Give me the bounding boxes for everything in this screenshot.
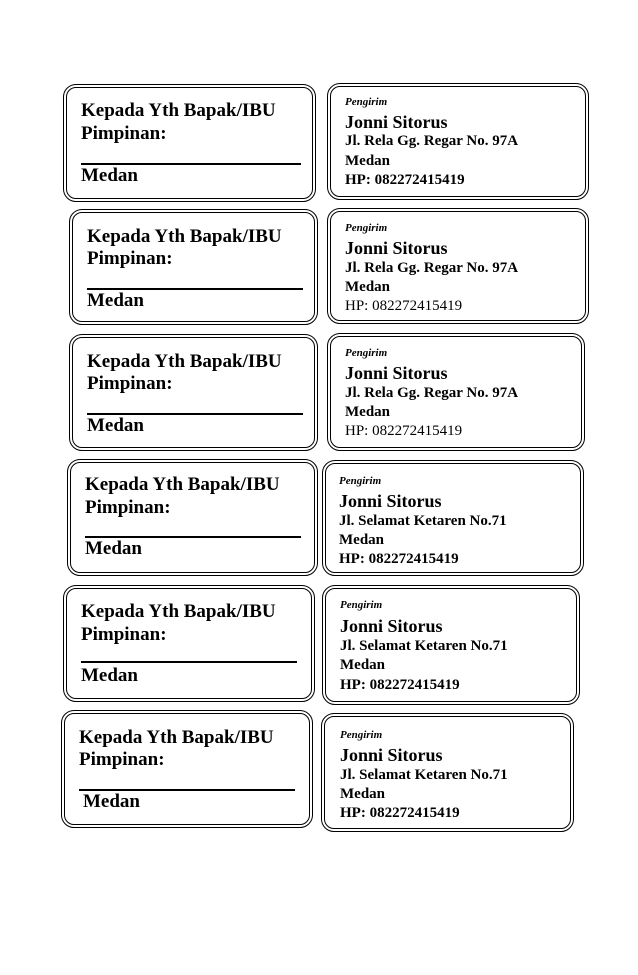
recipient-greeting: Kepada Yth Bapak/IBU	[81, 601, 276, 622]
recipient-greeting: Kepada Yth Bapak/IBU	[81, 100, 276, 121]
recipient-title: Pimpinan:	[87, 373, 173, 394]
sender-tag: Pengirim	[339, 475, 382, 487]
recipient-title: Pimpinan:	[81, 123, 167, 144]
sender-name: Jonni Sitorus	[345, 238, 448, 258]
recipient-greeting: Kepada Yth Bapak/IBU	[87, 226, 282, 247]
sender-address: Jl. Rela Gg. Regar No. 97A	[345, 133, 519, 149]
recipient-greeting: Kepada Yth Bapak/IBU	[85, 474, 280, 495]
recipient-city: Medan	[87, 415, 144, 436]
recipient-title: Pimpinan:	[85, 497, 171, 518]
sender-phone: HP: 082272415419	[340, 677, 460, 693]
sender-address: Jl. Selamat Ketaren No.71	[340, 638, 508, 654]
sender-label-1	[327, 83, 589, 200]
recipient-title: Pimpinan:	[79, 749, 165, 770]
recipient-city: Medan	[81, 165, 138, 186]
recipient-label-4	[67, 459, 318, 576]
recipient-label-2	[69, 209, 318, 325]
sender-address: Jl. Selamat Ketaren No.71	[340, 767, 508, 783]
sender-name: Jonni Sitorus	[339, 491, 442, 511]
sender-phone: HP: 082272415419	[339, 551, 459, 567]
recipient-label-3	[69, 334, 318, 451]
sender-phone: HP: 082272415419	[340, 805, 460, 821]
sender-tag: Pengirim	[345, 96, 388, 108]
sender-name: Jonni Sitorus	[340, 745, 443, 765]
sender-label-6	[321, 713, 574, 832]
recipient-title: Pimpinan:	[87, 248, 173, 269]
sender-label-3	[327, 333, 585, 451]
sender-tag: Pengirim	[340, 599, 383, 611]
recipient-city: Medan	[83, 791, 140, 812]
sender-label-2	[327, 208, 589, 324]
sender-address: Jl. Rela Gg. Regar No. 97A	[345, 260, 519, 276]
sender-city: Medan	[345, 404, 390, 420]
recipient-label-6	[61, 710, 313, 828]
sender-address: Jl. Selamat Ketaren No.71	[339, 513, 507, 529]
recipient-greeting: Kepada Yth Bapak/IBU	[79, 727, 274, 748]
sender-city: Medan	[340, 786, 385, 802]
sender-city: Medan	[345, 153, 390, 169]
sender-phone: HP: 082272415419	[345, 423, 463, 439]
recipient-greeting: Kepada Yth Bapak/IBU	[87, 351, 282, 372]
sender-tag: Pengirim	[345, 347, 388, 359]
recipient-label-1	[63, 84, 316, 202]
sender-name: Jonni Sitorus	[345, 363, 448, 383]
recipient-name-line	[81, 661, 297, 663]
sender-city: Medan	[340, 657, 385, 673]
recipient-city: Medan	[87, 290, 144, 311]
sender-phone: HP: 082272415419	[345, 298, 463, 314]
sender-phone: HP: 082272415419	[345, 172, 465, 188]
sender-name: Jonni Sitorus	[345, 112, 448, 132]
recipient-city: Medan	[85, 538, 142, 559]
sender-city: Medan	[345, 279, 390, 295]
recipient-city: Medan	[81, 665, 138, 686]
sender-address: Jl. Rela Gg. Regar No. 97A	[345, 385, 519, 401]
recipient-label-5	[63, 585, 315, 702]
sender-tag: Pengirim	[340, 729, 383, 741]
sender-city: Medan	[339, 532, 384, 548]
sender-tag: Pengirim	[345, 222, 388, 234]
recipient-title: Pimpinan:	[81, 624, 167, 645]
sender-name: Jonni Sitorus	[340, 616, 443, 636]
sender-label-5	[322, 585, 580, 705]
sender-label-4	[322, 460, 584, 576]
